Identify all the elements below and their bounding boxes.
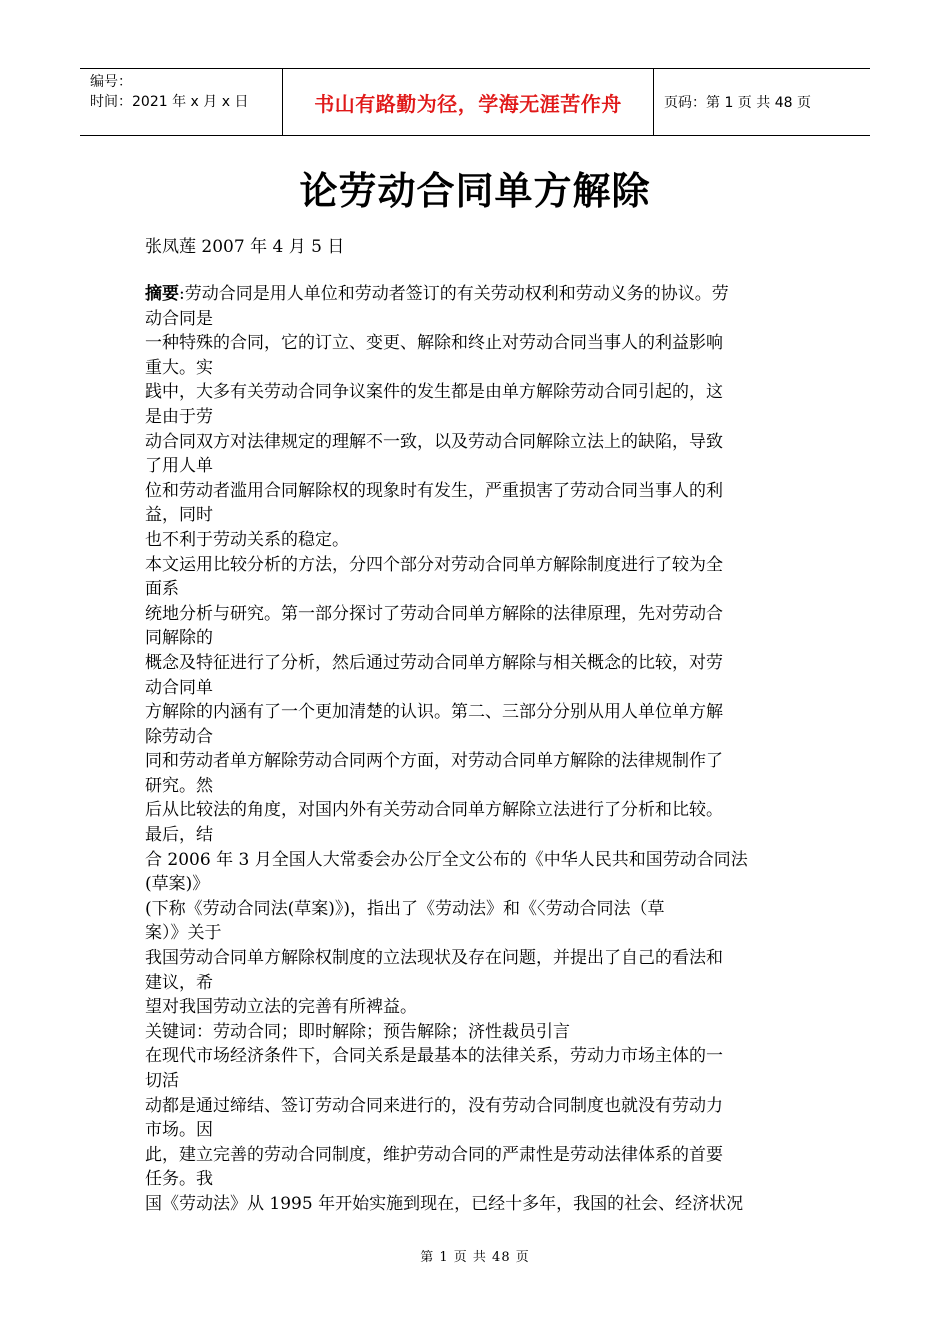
- body-line: 也不利于劳动关系的稳定。: [145, 529, 349, 550]
- motto-text: 书山有路勤为径，学海无涯苦作舟: [314, 91, 622, 116]
- body-line: 动都是通过缔结、签订劳动合同来进行的，没有劳动合同制度也就没有劳动力: [145, 1095, 723, 1116]
- body-line: 统地分析与研究。第一部分探讨了劳动合同单方解除的法律原理，先对劳动合: [145, 603, 723, 624]
- body-line: 建议，希: [145, 972, 213, 993]
- motto-cell: [282, 69, 654, 135]
- body-line: 重大。实: [145, 357, 213, 378]
- body-line: 在现代市场经济条件下，合同关系是最基本的法律关系，劳动力市场主体的一: [145, 1046, 723, 1067]
- body-line: 合 2006 年 3 月全国人大常委会办公厅全文公布的《中华人民共和国劳动合同法: [145, 849, 748, 870]
- body-line: 了用人单: [145, 456, 213, 477]
- body-line: 践中，大多有关劳动合同争议案件的发生都是由单方解除劳动合同引起的，这: [145, 382, 723, 403]
- body-line: 研究。然: [145, 775, 213, 796]
- body-line: 国《劳动法》从 1995 年开始实施到现在，已经十多年，我国的社会、经济状况: [145, 1193, 744, 1214]
- time-label: 时间：2021 年 x 月 x 日: [90, 94, 249, 110]
- document-title: 论劳动合同单方解除: [299, 169, 651, 213]
- page-info-cell: [654, 69, 870, 135]
- body-line: 市场。因: [145, 1120, 213, 1141]
- page-info-text: 页码：第 1 页 共 48 页: [664, 95, 811, 111]
- body-line: 摘要:劳动合同是用人单位和劳动者签订的有关劳动权利和劳动义务的协议。劳: [145, 284, 729, 304]
- number-label: 编号：: [90, 74, 132, 90]
- body-line: 方解除的内涵有了一个更加清楚的认识。第二、三部分分别从用人单位单方解: [145, 702, 723, 723]
- body-line: (下称《劳动合同法(草案)》)，指出了《劳动法》和《〈劳动合同法（草: [145, 898, 665, 919]
- body-line: 位和劳动者滥用合同解除权的现象时有发生，严重损害了劳动合同当事人的利: [145, 480, 723, 501]
- abstract-label: 摘要: [145, 284, 179, 304]
- body-line: 除劳动合: [145, 726, 213, 747]
- body-line: 同和劳动者单方解除劳动合同两个方面，对劳动合同单方解除的法律规制作了: [145, 751, 723, 772]
- header-meta-cell: [80, 69, 282, 135]
- header-table: [80, 68, 870, 136]
- page-footer: 第 1 页 共 48 页: [420, 1250, 530, 1265]
- body-line: 概念及特征进行了分析，然后通过劳动合同单方解除与相关概念的比较，对劳: [145, 652, 723, 673]
- body-line: 是由于劳: [145, 406, 213, 427]
- body-line: 动合同单: [145, 677, 213, 698]
- author-byline: 张凤莲 2007 年 4 月 5 日: [145, 237, 345, 257]
- body-line: 动合同双方对法律规定的理解不一致，以及劳动合同解除立法上的缺陷，导致: [145, 431, 723, 452]
- body-line: 一种特殊的合同，它的订立、变更、解除和终止对劳动合同当事人的利益影响: [145, 333, 723, 354]
- body-line: (草案)》: [145, 874, 210, 895]
- body-line: 同解除的: [145, 628, 213, 649]
- body-line: 望对我国劳动立法的完善有所裨益。: [145, 997, 417, 1018]
- body-line: 动合同是: [145, 308, 213, 329]
- body-line: 益，同时: [145, 505, 213, 526]
- keywords-line: 关键词：劳动合同；即时解除；预告解除；济性裁员引言: [145, 1021, 570, 1042]
- document-body: [145, 282, 810, 1217]
- body-line: 面系: [145, 579, 179, 600]
- body-line: 后从比较法的角度，对国内外有关劳动合同单方解除立法进行了分析和比较。: [145, 800, 723, 821]
- body-line: 我国劳动合同单方解除权制度的立法现状及存在问题，并提出了自己的看法和: [145, 948, 723, 969]
- body-line: 案）》关于: [145, 923, 222, 944]
- body-line: 切活: [145, 1071, 179, 1091]
- body-line: 任务。我: [145, 1169, 213, 1190]
- body-line: 最后，结: [145, 825, 213, 846]
- body-line: 此，建立完善的劳动合同制度，维护劳动合同的严肃性是劳动法律体系的首要: [145, 1144, 723, 1165]
- body-line: 本文运用比较分析的方法，分四个部分对劳动合同单方解除制度进行了较为全: [145, 554, 723, 575]
